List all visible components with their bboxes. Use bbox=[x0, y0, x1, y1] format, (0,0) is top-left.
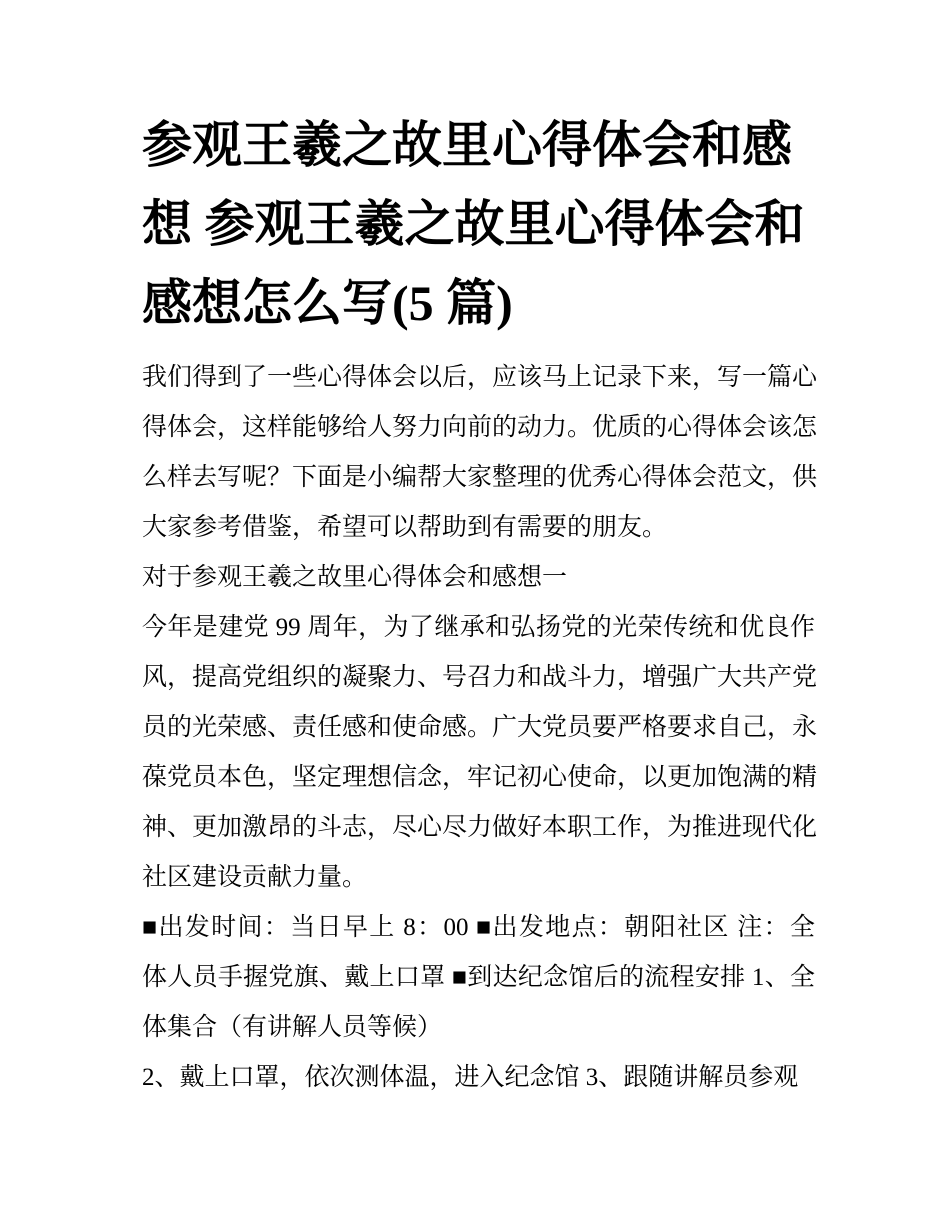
text-line: 员的光荣感、责任感和使命感。广大党员要严格要求自己，永 bbox=[142, 714, 818, 741]
text-line: ■出发时间：当日早上 8：00 ■出发地点：朝阳社区 注：全 bbox=[142, 914, 815, 941]
document-title bbox=[142, 106, 815, 343]
text-line: 体人员手握党旗、戴上口罩 ■到达纪念馆后的流程安排 1、全 bbox=[142, 964, 815, 991]
text-line: 神、更加激昂的斗志，尽心尽力做好本职工作，为推进现代化 bbox=[142, 814, 818, 841]
text-line: 2、戴上口罩，依次测体温，进入纪念馆 3、跟随讲解员参观 bbox=[142, 1064, 799, 1091]
text-line: 风，提高党组织的凝聚力、号召力和战斗力，增强广大共产党 bbox=[142, 664, 818, 691]
document-title-line: 参观王羲之故里心得体会和感 bbox=[142, 117, 792, 173]
text-line: 今年是建党 99 周年，为了继承和弘扬党的光荣传统和优良作 bbox=[142, 614, 815, 641]
text-line: 对于参观王羲之故里心得体会和感想一 bbox=[142, 564, 568, 591]
document-title-line: 想 参观王羲之故里心得体会和 bbox=[142, 196, 805, 252]
text-line: 社区建设贡献力量。 bbox=[142, 864, 368, 891]
paragraph bbox=[142, 353, 818, 553]
text-line: 葆党员本色，坚定理想信念，牢记初心使命，以更加饱满的精 bbox=[142, 764, 818, 791]
paragraph bbox=[142, 553, 815, 603]
text-line: 大家参考借鉴，希望可以帮助到有需要的朋友。 bbox=[142, 514, 668, 541]
paragraph bbox=[142, 903, 815, 1053]
text-line: 么样去写呢？下面是小编帮大家整理的优秀心得体会范文，供 bbox=[142, 464, 818, 491]
document-title-line: 感想怎么写(5 篇) bbox=[142, 275, 513, 331]
paragraph bbox=[142, 1053, 815, 1103]
document-body bbox=[142, 353, 818, 1103]
paragraph bbox=[142, 603, 818, 903]
text-line: 得体会，这样能够给人努力向前的动力。优质的心得体会该怎 bbox=[142, 414, 818, 441]
text-line: 体集合（有讲解人员等候） bbox=[142, 1014, 443, 1041]
text-line: 我们得到了一些心得体会以后，应该马上记录下来，写一篇心 bbox=[142, 364, 818, 391]
